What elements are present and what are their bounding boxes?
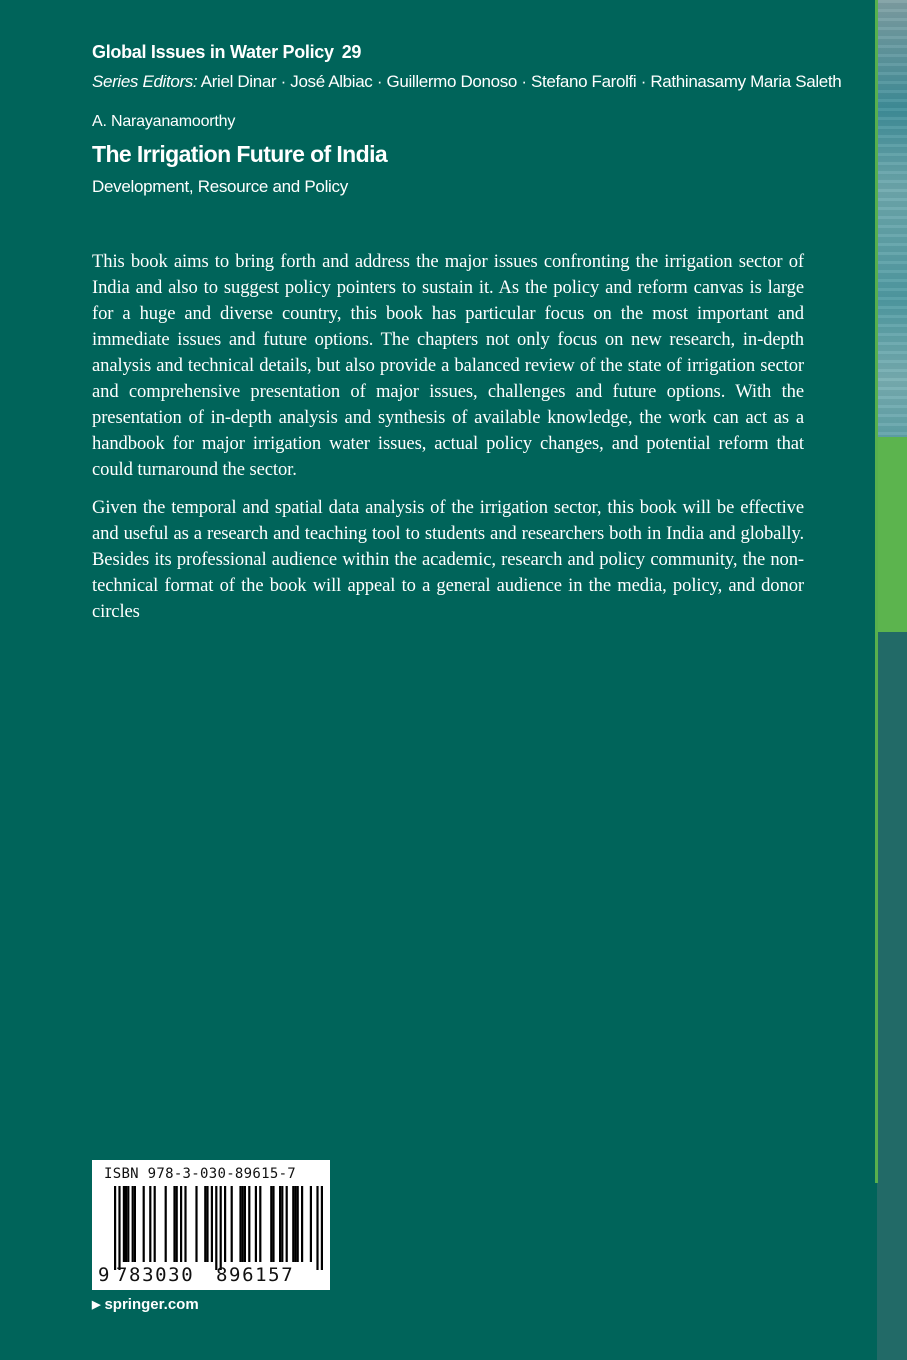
book-author: A. Narayanamoorthy (92, 113, 236, 130)
book-title: The Irrigation Future of India (92, 141, 388, 167)
barcode-bar (244, 1186, 246, 1262)
ean-first-digit: 9 (98, 1264, 110, 1286)
barcode-bar (143, 1186, 145, 1262)
description-paragraph-2: Given the temporal and spatial data analysis of the irrigation sector, this book will be effective and useful as a research and teaching tool to students and researchers both in India and globally. Besides its professional audience within the academic, research and policy community, the non-technical format of the book will appeal to a general audience in the media, policy, and donor circles (92, 497, 804, 622)
barcode-guard-bar (118, 1186, 120, 1270)
barcode-bar (204, 1186, 206, 1262)
barcode-bar (301, 1186, 303, 1262)
series-number: 29 (341, 42, 362, 62)
ean-digits (92, 1264, 330, 1288)
series-name: Global Issues in Water Policy (92, 42, 334, 62)
barcode-bar (180, 1186, 182, 1262)
triangle-right-icon: ▶ (92, 1299, 101, 1311)
barcode-icon (92, 1186, 330, 1270)
barcode-guard-bar (215, 1186, 217, 1270)
series-title (92, 42, 361, 63)
book-description (92, 249, 804, 637)
barcode-bar (134, 1186, 136, 1262)
barcode-bar (195, 1186, 197, 1262)
series-editors-label: Series Editors: (92, 72, 198, 91)
barcode-bar (281, 1186, 283, 1262)
barcode-bar (286, 1186, 288, 1262)
description-paragraph-1: This book aims to bring forth and address the major issues confronting the irrigation sector of India and also to suggest policy pointers to sustain it. As the policy and reform canvas is large for a huge and diverse country, this book has particular focus on the most important and immediate issues and future options. The chapters not only focus on new research, in-depth analysis and technical details, but also provide a balanced review of the state of irrigation sector and comprehensive presentation of major issues, challenges and future options. With the presentation of in-depth analysis and synthesis of available knowledge, the work can act as a handbook for major irrigation water issues, actual policy changes, and potential reform that could turnaround the sector. (92, 251, 804, 480)
barcode-bar (123, 1186, 125, 1262)
barcode-bar (184, 1186, 186, 1262)
accent-green-bar (877, 437, 907, 632)
ean-left-digits: 783030 (116, 1264, 195, 1286)
isbn-label: ISBN 978-3-030-89615-7 (104, 1166, 297, 1182)
barcode-bar (292, 1186, 294, 1262)
barcode-bar (149, 1186, 151, 1262)
book-subtitle: Development, Resource and Policy (92, 177, 348, 196)
barcode-bar (154, 1186, 156, 1262)
series-editors (92, 72, 852, 92)
barcode-bar (165, 1186, 167, 1262)
accent-green-line (875, 0, 878, 1183)
barcode-bar (224, 1186, 226, 1262)
series-editors-names: Ariel Dinar · José Albiac · Guillermo Donoso · Stefano Farolfi · Rathinasamy Maria Saleth (200, 72, 842, 91)
barcode-guard-bar (316, 1186, 318, 1270)
barcode-bar (211, 1186, 213, 1262)
barcode-bar (279, 1186, 281, 1262)
barcode-bar (239, 1186, 241, 1262)
publisher-website: springer.com (104, 1296, 199, 1313)
ean-right-digits: 896157 (216, 1264, 295, 1286)
barcode-bar (231, 1186, 233, 1262)
barcode-bar (127, 1186, 129, 1262)
barcode-bar (310, 1186, 312, 1262)
barcode-bar (176, 1186, 178, 1262)
barcode-bar (259, 1186, 261, 1262)
barcode-bar (272, 1186, 274, 1262)
barcode-bar (132, 1186, 134, 1262)
barcode-bar (173, 1186, 175, 1262)
publisher-link[interactable] (92, 1296, 199, 1313)
barcode-bar (242, 1186, 244, 1262)
barcode-guard-bar (114, 1186, 116, 1270)
barcode-bar (125, 1186, 127, 1262)
barcode-bar (206, 1186, 208, 1262)
barcode-guard-bar (220, 1186, 222, 1270)
barcode-bar (294, 1186, 296, 1262)
dark-teal-bar (877, 632, 907, 1360)
barcode-bar (248, 1186, 250, 1262)
barcode-guard-bar (321, 1186, 323, 1270)
barcode-bar (270, 1186, 272, 1262)
barcode-bar (297, 1186, 299, 1262)
isbn-barcode-box (92, 1160, 330, 1290)
barcode-bar (255, 1186, 257, 1262)
